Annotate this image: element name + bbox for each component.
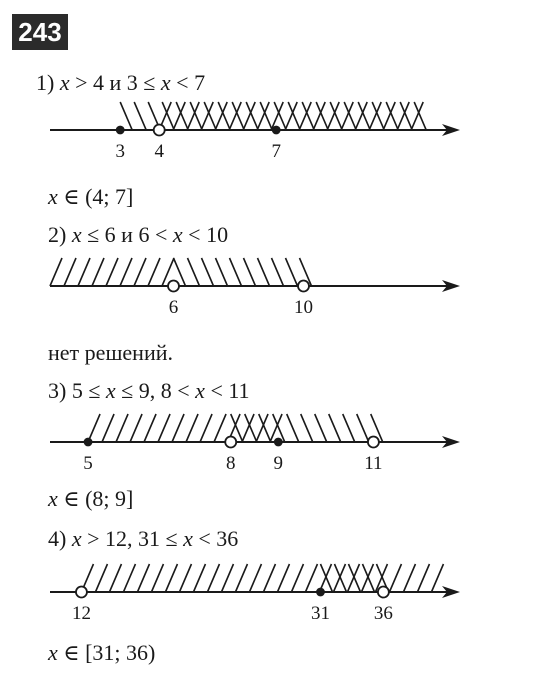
hatch-stroke	[327, 102, 339, 130]
hatch-stroke	[190, 102, 202, 130]
hatch-stroke	[258, 258, 270, 286]
tick-label: 3	[115, 141, 125, 162]
condition-3: 3) 5 ≤ x ≤ 9, 8 < x < 11	[48, 378, 250, 403]
hatch-stroke	[109, 564, 121, 592]
hatch-stroke	[403, 564, 415, 592]
hatch-stroke	[414, 102, 426, 130]
hatch-stroke	[207, 564, 219, 592]
tick-label: 12	[71, 603, 91, 624]
hatch-stroke	[334, 564, 346, 592]
hatch-stroke	[315, 414, 327, 442]
hatch-stroke	[243, 102, 255, 130]
condition-2: 2) x ≤ 6 и 6 < x < 10	[48, 222, 229, 247]
hatch-region	[81, 564, 443, 592]
hatch-stroke	[257, 102, 269, 130]
hatch-stroke	[383, 102, 395, 130]
hatch-stroke	[358, 102, 370, 130]
hatch-stroke	[173, 102, 185, 130]
hatch-stroke	[431, 564, 443, 592]
hatch-stroke	[277, 564, 289, 592]
tick-label: 11	[364, 453, 383, 474]
hatch-stroke	[329, 414, 341, 442]
hatch-stroke	[193, 564, 205, 592]
hatch-stroke	[230, 258, 242, 286]
hatch-stroke	[259, 414, 271, 442]
filled-point	[85, 439, 92, 446]
hatch-stroke	[88, 414, 100, 442]
open-point	[154, 125, 165, 136]
hatch-stroke	[64, 258, 76, 286]
hatch-stroke	[386, 102, 398, 130]
hatch-stroke	[148, 258, 160, 286]
hatch-stroke	[256, 414, 268, 442]
number-line-3	[0, 410, 550, 480]
hatch-stroke	[260, 102, 272, 130]
hatch-stroke	[158, 414, 170, 442]
hatch-stroke	[123, 564, 135, 592]
filled-point	[117, 127, 124, 134]
hatch-stroke	[244, 258, 256, 286]
hatch-stroke	[369, 102, 381, 130]
answer-3: x ∈ (8; 9]	[48, 486, 134, 511]
hatch-stroke	[176, 102, 188, 130]
hatch-region	[174, 258, 312, 286]
hatch-stroke	[348, 564, 360, 592]
filled-point	[273, 127, 280, 134]
hatch-stroke	[137, 564, 149, 592]
hatch-stroke	[285, 102, 297, 130]
hatch-stroke	[417, 564, 429, 592]
hatch-stroke	[286, 258, 298, 286]
hatch-stroke	[202, 258, 214, 286]
hatch-stroke	[288, 102, 300, 130]
hatch-stroke	[263, 564, 275, 592]
tick-label: 36	[373, 603, 393, 624]
hatch-stroke	[204, 102, 216, 130]
hatch-stroke	[106, 258, 118, 286]
open-point	[368, 437, 379, 448]
tick-label: 5	[83, 453, 93, 474]
hatch-stroke	[333, 564, 345, 592]
tick-label: 7	[271, 141, 281, 162]
hatch-stroke	[235, 564, 247, 592]
open-point	[298, 281, 309, 292]
hatch-region	[231, 414, 383, 442]
tick-label: 8	[225, 453, 236, 474]
tick-label: 4	[154, 141, 164, 162]
hatch-stroke	[172, 414, 184, 442]
tick-label: 6	[168, 297, 179, 318]
number-line-2	[0, 254, 550, 324]
hatch-stroke	[218, 102, 230, 130]
number-line-1	[0, 98, 550, 168]
hatch-stroke	[316, 102, 328, 130]
hatch-stroke	[362, 564, 374, 592]
hatch-stroke	[272, 258, 284, 286]
condition-4: 4) x > 12, 31 ≤ x < 36	[48, 526, 239, 551]
hatch-stroke	[357, 414, 369, 442]
tick-label: 9	[273, 453, 284, 474]
hatch-stroke	[232, 102, 244, 130]
hatch-stroke	[186, 414, 198, 442]
hatch-stroke	[120, 102, 132, 130]
hatch-stroke	[270, 414, 282, 442]
hatch-stroke	[201, 102, 213, 130]
hatch-stroke	[242, 414, 254, 442]
hatch-stroke	[287, 414, 299, 442]
hatch-stroke	[102, 414, 114, 442]
hatch-stroke	[302, 102, 314, 130]
open-point	[168, 281, 179, 292]
hatch-stroke	[92, 258, 104, 286]
hatch-stroke	[299, 102, 311, 130]
problem-number-badge: 243	[12, 14, 68, 50]
hatch-stroke	[215, 102, 227, 130]
hatch-stroke	[246, 102, 258, 130]
hatch-stroke	[95, 564, 107, 592]
hatch-stroke	[343, 414, 355, 442]
hatch-stroke	[344, 102, 356, 130]
hatch-stroke	[389, 564, 401, 592]
answer-4: x ∈ [31; 36)	[48, 640, 156, 665]
hatch-stroke	[372, 102, 384, 130]
hatch-stroke	[120, 258, 132, 286]
hatch-stroke	[411, 102, 423, 130]
hatch-stroke	[330, 102, 342, 130]
hatch-stroke	[400, 102, 412, 130]
hatch-stroke	[291, 564, 303, 592]
hatch-stroke	[245, 414, 257, 442]
hatch-stroke	[216, 258, 228, 286]
open-point	[76, 587, 87, 598]
hatch-region	[88, 414, 282, 442]
hatch-stroke	[361, 564, 373, 592]
filled-point	[317, 589, 324, 596]
hatch-stroke	[214, 414, 226, 442]
condition-1: 1) x > 4 и 3 ≤ x < 7	[36, 70, 206, 95]
hatch-stroke	[305, 564, 317, 592]
hatch-stroke	[134, 102, 146, 130]
open-point	[225, 437, 236, 448]
hatch-stroke	[78, 258, 90, 286]
answer-1: x ∈ (4; 7]	[48, 184, 134, 209]
filled-point	[275, 439, 282, 446]
answer-2: нет решений.	[48, 340, 173, 365]
hatch-stroke	[130, 414, 142, 442]
tick-label: 10	[294, 297, 313, 318]
hatch-stroke	[229, 102, 241, 130]
hatch-stroke	[116, 414, 128, 442]
hatch-stroke	[179, 564, 191, 592]
hatch-stroke	[301, 414, 313, 442]
hatch-stroke	[249, 564, 261, 592]
hatch-stroke	[347, 564, 359, 592]
hatch-stroke	[188, 258, 200, 286]
hatch-stroke	[341, 102, 353, 130]
hatch-stroke	[313, 102, 325, 130]
tick-label: 31	[310, 603, 330, 624]
number-line-4	[0, 560, 550, 630]
hatch-stroke	[397, 102, 409, 130]
hatch-stroke	[355, 102, 367, 130]
hatch-stroke	[151, 564, 163, 592]
hatch-stroke	[134, 258, 146, 286]
hatch-region	[50, 258, 174, 286]
hatch-stroke	[165, 564, 177, 592]
hatch-stroke	[187, 102, 199, 130]
hatch-stroke	[320, 564, 332, 592]
open-point	[378, 587, 389, 598]
hatch-region	[320, 564, 388, 592]
hatch-region	[159, 102, 423, 130]
hatch-stroke	[221, 564, 233, 592]
hatch-stroke	[144, 414, 156, 442]
hatch-stroke	[200, 414, 212, 442]
hatch-stroke	[50, 258, 62, 286]
